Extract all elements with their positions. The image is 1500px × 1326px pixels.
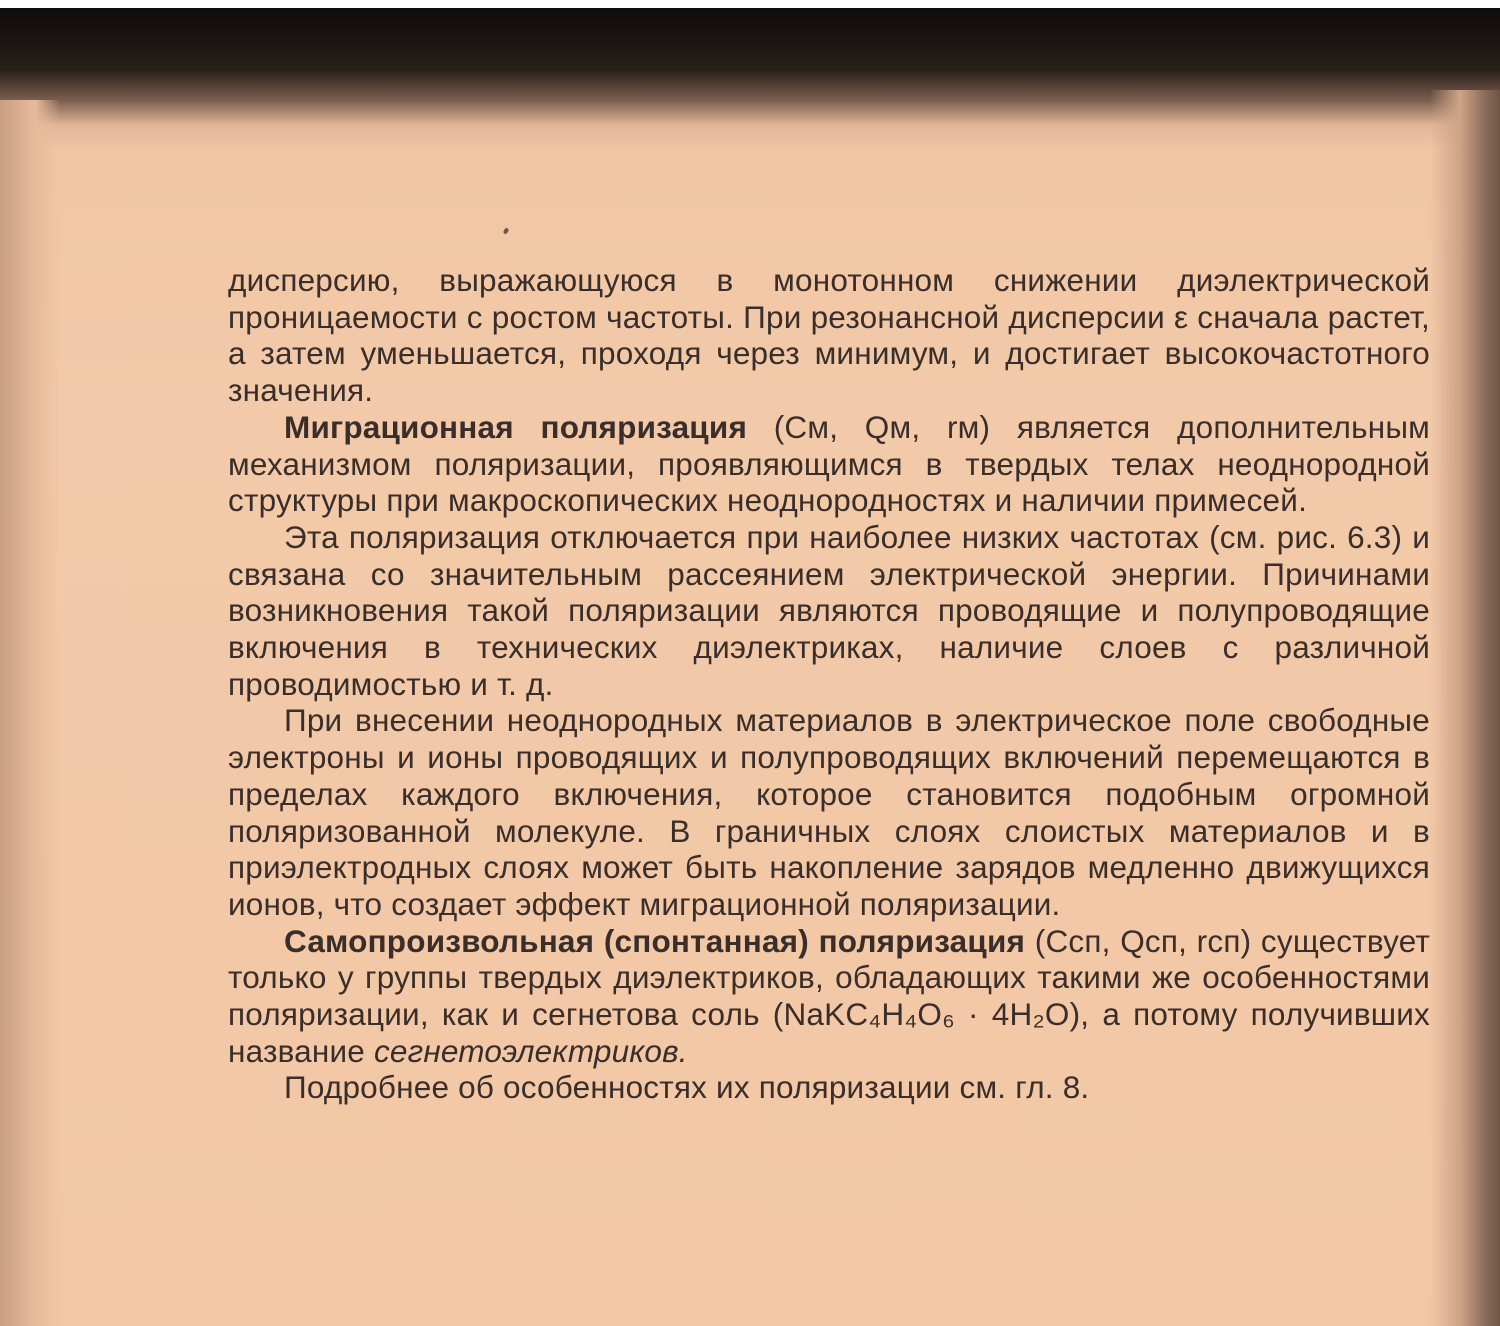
spontaneous-tail: а потому получивших название (228, 996, 1431, 1069)
term-ferroelectrics: сегнетоэлектриков. (373, 1032, 688, 1069)
scan-top-border (0, 0, 1500, 8)
paragraph-dispersion: дисперсию, выражающуюся в монотонном снижении диэлектрической проницаемости с ростом частоты. При резонансной дисперсии ε сначала растет, а затем уменьшается, проходя через минимум, и достигает высокочастотного значения. (228, 262, 1430, 409)
spontaneous-description: существует только у группы твердых диэлектриков, обладающих такими же особенностями поляризации, как и сегнетова соль (228, 922, 1431, 1033)
paragraph-migration-polarization (228, 409, 1430, 519)
term-spontaneous-polarization: Самопроизвольная (спонтанная) поляризация (284, 922, 1026, 959)
book-spine-edge (1430, 90, 1500, 1326)
paragraph-reference-chapter: Подробнее об особенностях их поляризации см. гл. 8. (284, 1069, 1090, 1106)
paragraph-low-frequency: Эта поляризация отключается при наиболее низких частотах (см. рис. 6.3) и связана со значительным рассеянием электрической энергии. Причинами возникновения такой поляризации являются проводящие и полупроводящие включения в технических диэлектриках, наличие слоев с различной проводимостью и т. д. (228, 518, 1430, 702)
paragraph-spontaneous-polarization (228, 923, 1430, 1070)
migration-description: является дополнительным механизмом поляризации, проявляющимся в твердых телах неоднородной структуры при макроскопических неоднородностях и наличии примесей. (228, 408, 1431, 519)
term-migration-polarization: Миграционная поляризация (284, 408, 748, 445)
rochelle-salt-formula: (NaKC₄H₄O₆ · 4H₂O), (772, 996, 1090, 1033)
notation-migration: (Cм, Qм, rм) (773, 408, 991, 445)
notation-spontaneous: (Cсп, Qсп, rсп) (1034, 922, 1252, 959)
paper-speck (503, 227, 509, 234)
page-body-text (228, 262, 1430, 1106)
paragraph-inhomogeneous-materials: При внесении неоднородных материалов в электрическое поле свободные электроны и ионы проводящих и полупроводящих включений перемещаются в пределах каждого включения, которое становится подобным огромной поляризованной молекуле. В граничных слоях слоистых материалов и в приэлектродных слоях может быть накопление зарядов медленно движущихся ионов, что создает эффект миграционной поляризации. (228, 702, 1430, 922)
page-left-shadow (0, 100, 60, 1326)
